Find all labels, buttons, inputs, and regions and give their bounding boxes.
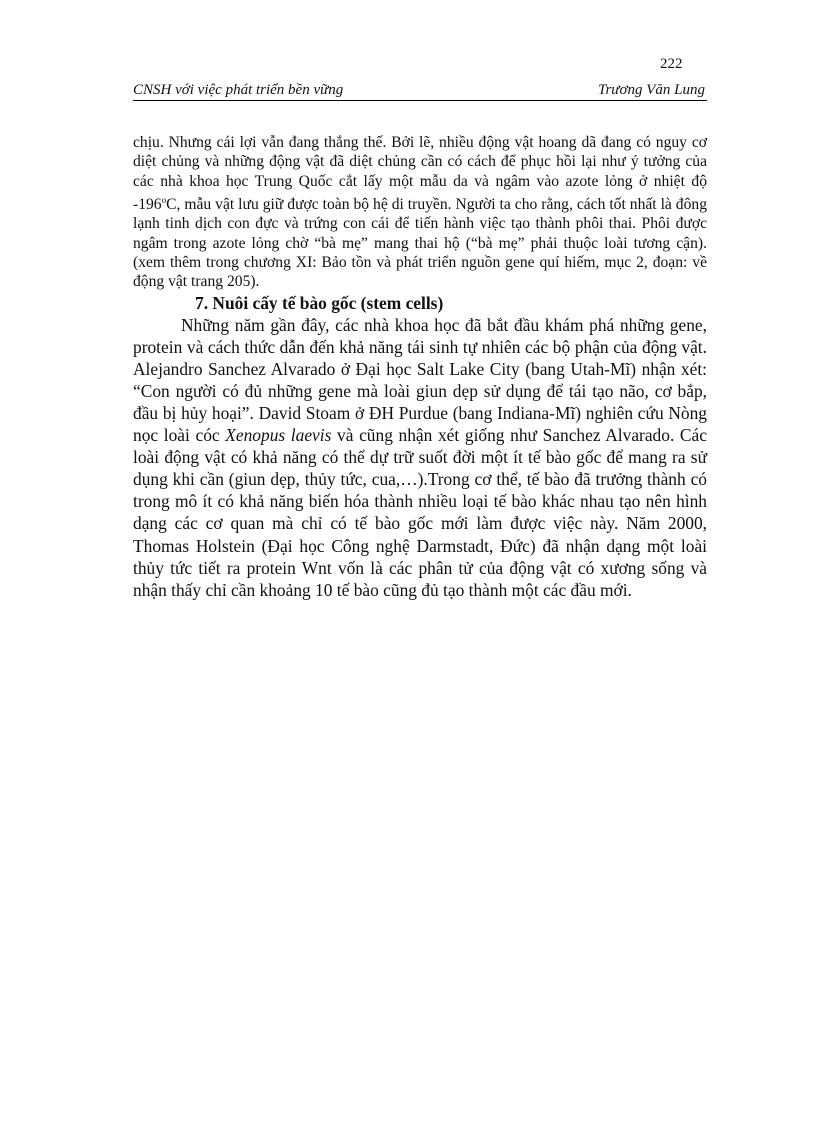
section-heading: 7. Nuôi cấy tế bào gốc (stem cells)	[195, 292, 444, 313]
header-author: Trương Văn Lung	[597, 82, 705, 98]
page-body	[133, 133, 707, 601]
page-number: 222	[660, 56, 683, 72]
paragraph-text: chịu. Nhưng cái lợi vẫn đang thắng thế. Bởi lẽ, nhiều động vật hoang dã đang có nguy cơ diệt chủng và những động vật đã diệt chủng cần có cách để phục hồi lại như ý tưởng của các nhà khoa học Trung Quốc cắt lấy một mẫu da và ngâm vào azote lỏng ở nhiệt độ -196	[133, 134, 707, 214]
species-name: Xenopus laevis	[225, 425, 332, 446]
paragraph-text: và cũng nhận xét giống như Sanchez Alvarado. Các loài động vật có khả năng có thể dự trữ suốt đời một ít tế bào gốc để mang ra sử dụng khi cần (giun dẹp, thủy tức, cua,…).Trong cơ thể, tế bào đã trưởng thành có trong mô ít có khả năng biến hóa thành nhiều loại tế bào khác nhau tạo nên hình dạng các cơ quan mà chỉ có tế bào gốc mới làm được việc này. Năm 2000, Thomas Holstein (Đại học Công nghệ Darmstadt, Đức) đã nhận dạng một loài thủy tức tiết ra protein Wnt vốn là các phân tử của động vật có xương sống và nhận thấy chỉ cần khoảng 10 tế bào cũng đủ tạo thành một các đầu mới.	[133, 425, 707, 600]
running-header	[133, 80, 707, 101]
degree-superscript: o	[161, 194, 167, 205]
paragraph-continuation	[133, 133, 707, 292]
paragraph-text: Những năm gần đây, các nhà khoa học đã bắt đầu khám phá những gene, protein và cách thức dẫn đến khả năng tái sinh tự nhiên các bộ phận của động vật. Alejandro Sanchez Alvarado ở Đại học Salt Lake City (bang Utah-Mĩ) nhận xét: “Con người có đủ những gene mà loài giun dẹp sử dụng để tái tạo não, cơ bắp, đầu bị hủy hoại”. David Stoam ở ĐH Purdue (bang Indiana-Mĩ) nghiên cứu Nòng nọc loài cóc	[133, 314, 707, 446]
paragraph-stem-cells	[133, 314, 707, 601]
paragraph-text: C, mẫu vật lưu giữ được toàn bộ hệ di truyền. Người ta cho rằng, cách tốt nhất là đông lạnh tinh dịch con đực và trứng con cái để tiến hành việc tạo thành phôi thai. Phôi được ngâm trong azote lỏng chờ “bà mẹ” mang thai hộ (“bà mẹ” phải thuộc loài tương cận). (xem thêm trong chương XI: Bảo tồn và phát triển nguồn gene quí hiếm, mục 2, đoạn: về động vật trang 205).	[133, 196, 707, 291]
header-book-title: CNSH với việc phát triển bền vững	[133, 82, 344, 98]
